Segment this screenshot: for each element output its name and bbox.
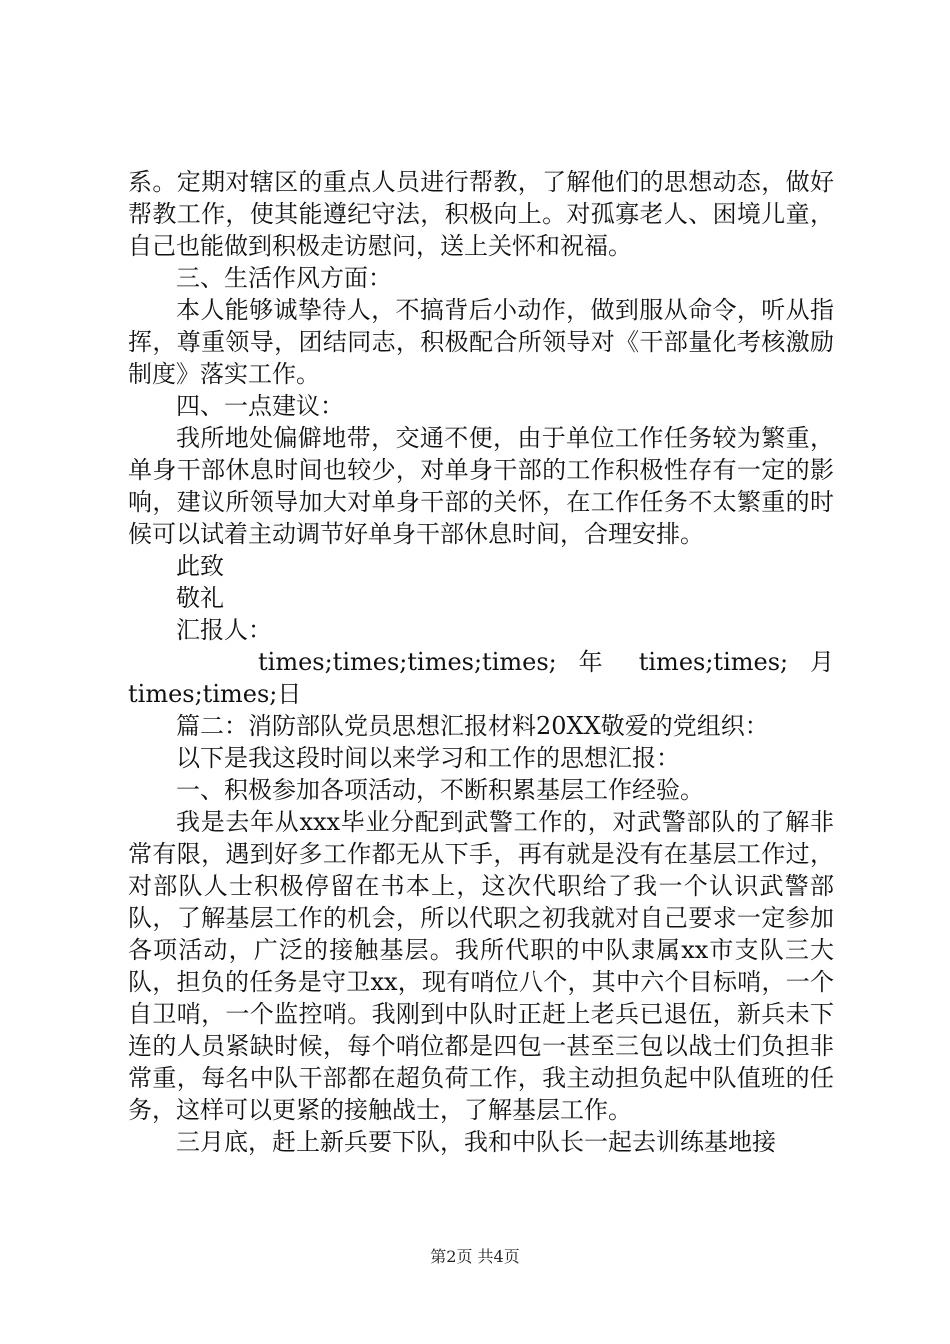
reporter-label: 汇报人： xyxy=(176,616,272,644)
section-heading: 四、一点建议： xyxy=(176,392,344,420)
page-footer xyxy=(0,1247,950,1267)
paragraph: 以下是我这段时间以来学习和工作的思想汇报： xyxy=(176,744,680,772)
paragraph: 系。定期对辖区的重点人员进行帮教，了解他们的思想动态，做好帮教工作，使其能遵纪守法，积极向上。对孤寡老人、困境儿童，自己也能做到积极走访慰问，送上关怀和祝福。 xyxy=(128,168,834,260)
closing-line: 此致 xyxy=(176,552,224,580)
section-heading: 三、生活作风方面： xyxy=(176,264,392,292)
page-number: 第2页 共4页 xyxy=(430,1247,520,1266)
paragraph: 我是去年从xxx毕业分配到武警工作的，对武警部队的了解非常有限，遇到好多工作都无从下手，再有就是没有在基层工作过，对部队人士积极停留在书本上，这次代职给了我一个认识武警部队，了解基层工作的机会，所以代职之初我就对自己要求一定参加各项活动，广泛的接触基层。我所代职的中队隶属xx市支队三大队，担负的任务是守卫xx，现有哨位八个，其中六个目标哨，一个自卫哨，一个监控哨。我刚到中队时正赶上老兵已退伍，新兵未下连的人员紧缺时候，每个哨位都是四包一甚至三包以战士们负担非常重，每名中队干部都在超负荷工作，我主动担负起中队值班的任务，这样可以更紧的接触战士，了解基层工作。 xyxy=(128,808,834,1124)
closing-line: 敬礼 xyxy=(176,584,224,612)
section-heading: 一、积极参加各项活动，不断积累基层工作经验。 xyxy=(176,776,704,804)
paragraph: 我所地处偏僻地带，交通不便，由于单位工作任务较为繁重，单身干部休息时间也较少，对单身干部的工作积极性存有一定的影响，建议所领导加大对单身干部的关怀，在工作任务不太繁重的时候可以试着主动调节好单身干部休息时间，合理安排。 xyxy=(128,424,834,548)
date-line: times;times;times;times; 年 times;times; 月 times;times;日 xyxy=(128,648,834,708)
paragraph: 本人能够诚挚待人，不搞背后小动作，做到服从命令，听从指挥，尊重领导，团结同志，积极配合所领导对《干部量化考核激励制度》落实工作。 xyxy=(128,296,834,388)
article-title: 篇二：消防部队党员思想汇报材料20XX敬爱的党组织： xyxy=(176,712,769,740)
document-body xyxy=(128,166,834,1158)
paragraph: 三月底，赶上新兵要下队，我和中队长一起去训练基地接 xyxy=(176,1128,776,1156)
